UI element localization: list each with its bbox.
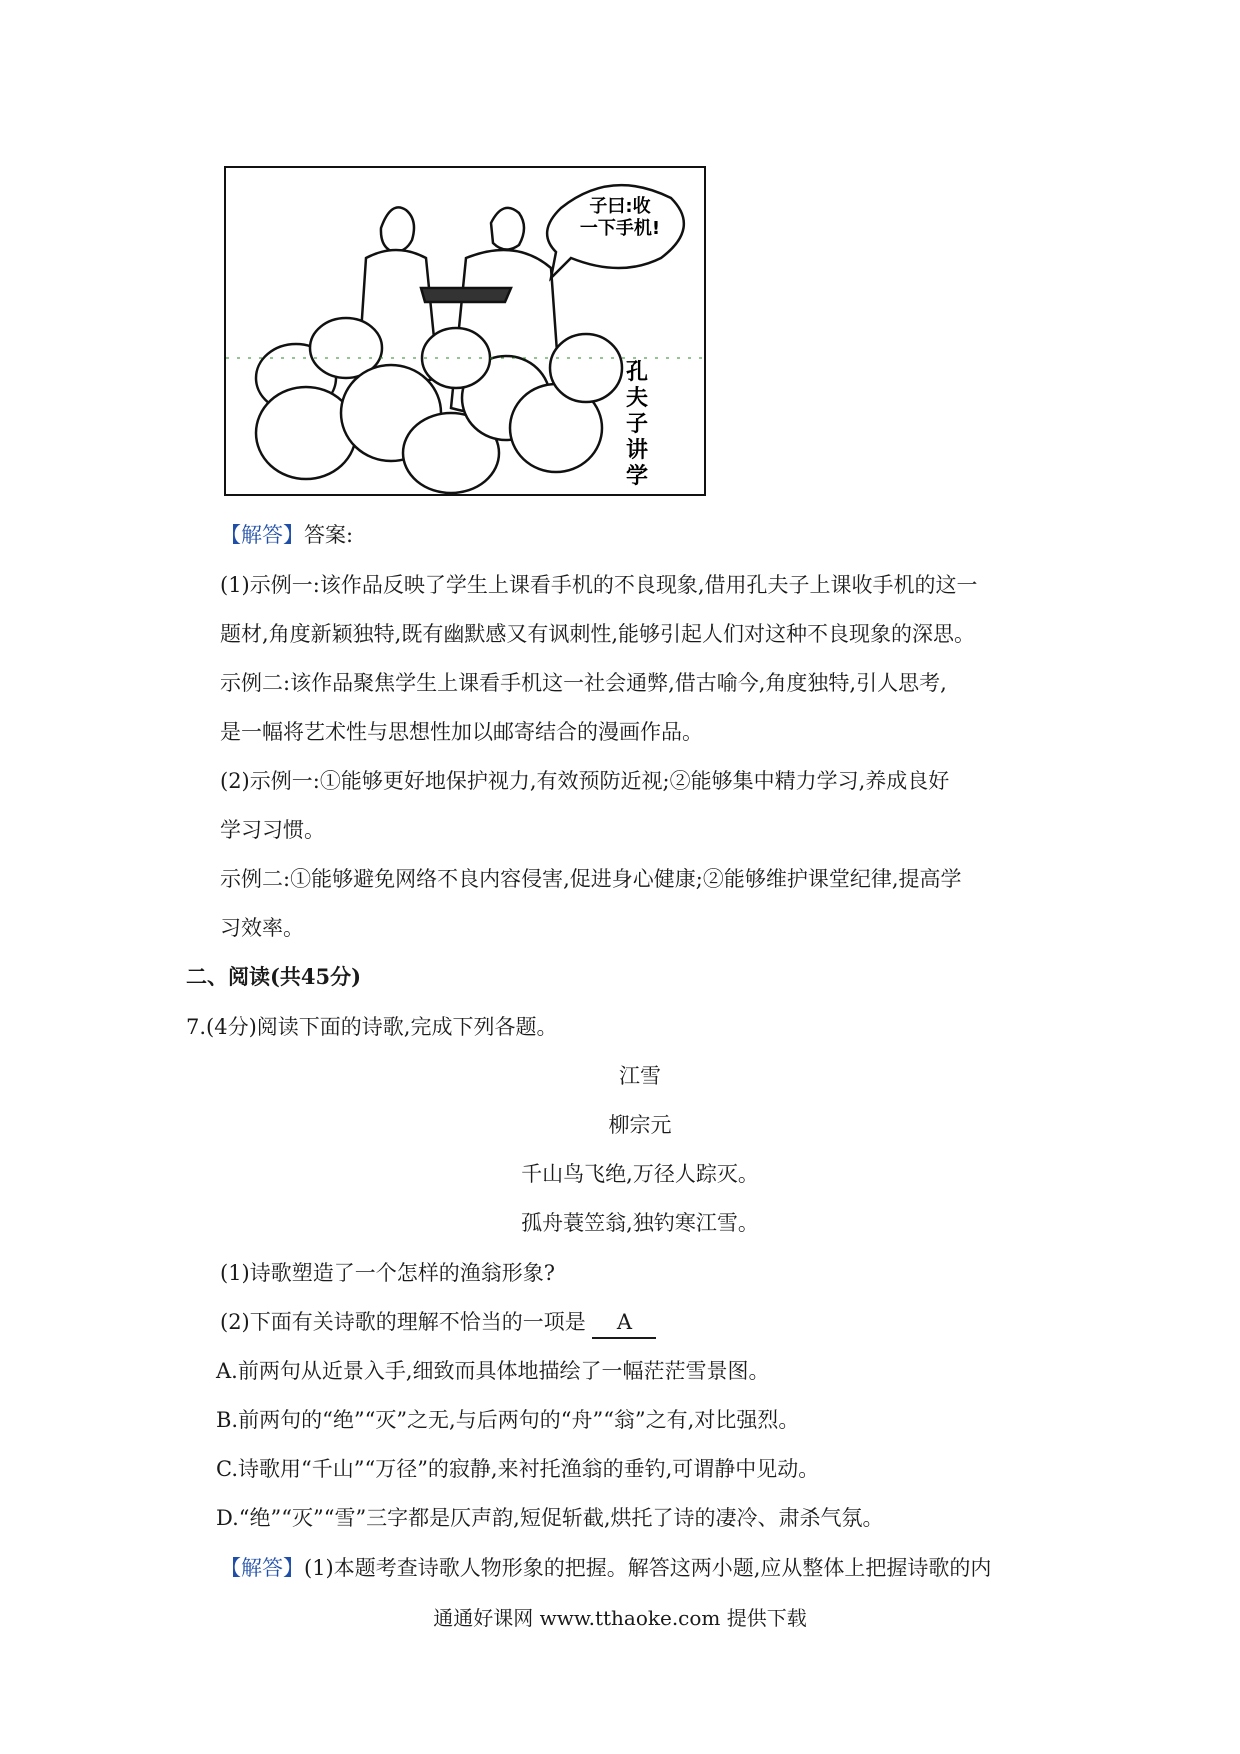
answer-line: 习效率。 bbox=[220, 916, 304, 940]
answer-line: 是一幅将艺术性与思想性加以邮寄结合的漫画作品。 bbox=[220, 720, 703, 744]
question-stem: 7.(4分)阅读下面的诗歌,完成下列各题。 bbox=[186, 1015, 558, 1039]
answer-tag: 【解答】 bbox=[220, 523, 304, 547]
answer-paragraph bbox=[220, 1553, 991, 1583]
poem-author: 柳宗元 bbox=[608, 1113, 672, 1137]
answer-label: 答案: bbox=[304, 523, 354, 547]
answer-line: 示例二:该作品聚焦学生上课看手机这一社会通弊,借古喻今,角度独特,引人思考, bbox=[220, 671, 947, 695]
cartoon-image bbox=[224, 166, 706, 496]
answer-line: 学习习惯。 bbox=[220, 818, 325, 842]
answer-line: 题材,角度新颖独特,既有幽默感又有讽刺性,能够引起人们对这种不良现象的深思。 bbox=[220, 622, 976, 646]
speech-bubble-line1: 子曰:收 bbox=[589, 196, 651, 217]
cartoon-caption: 孔夫子讲学 bbox=[625, 360, 648, 489]
sub-question-2 bbox=[220, 1307, 656, 1339]
answer-line: (2)示例一:①能够更好地保护视力,有效预防近视;②能够集中精力学习,养成良好 bbox=[220, 769, 950, 793]
answer-text: (1)本题考查诗歌人物形象的把握。解答这两小题,应从整体上把握诗歌的内 bbox=[304, 1556, 992, 1580]
speech-bubble-line2: 一下手机! bbox=[579, 218, 661, 239]
answer-blank: A bbox=[592, 1307, 656, 1339]
page-footer: 通通好课网 www.tthaoke.com 提供下载 bbox=[433, 1606, 807, 1630]
section-heading: 二、阅读(共45分) bbox=[186, 964, 362, 989]
poem-line: 千山鸟飞绝,万径人踪灭。 bbox=[521, 1162, 759, 1186]
poem-line: 孤舟蓑笠翁,独钓寒江雪。 bbox=[521, 1211, 759, 1235]
answer-line: 示例二:①能够避免网络不良内容侵害,促进身心健康;②能够维护课堂纪律,提高学 bbox=[220, 867, 962, 891]
answer-heading bbox=[220, 520, 353, 550]
sub-question-2-text: (2)下面有关诗歌的理解不恰当的一项是 bbox=[220, 1310, 586, 1334]
option-d: D.“绝”“灭”“雪”三字都是仄声韵,短促斩截,烘托了诗的凄冷、肃杀气氛。 bbox=[216, 1506, 884, 1530]
option-c: C.诗歌用“千山”“万径”的寂静,来衬托渔翁的垂钓,可谓静中见动。 bbox=[216, 1457, 820, 1481]
answer-tag: 【解答】 bbox=[220, 1556, 304, 1580]
answer-line: (1)示例一:该作品反映了学生上课看手机的不良现象,借用孔夫子上课收手机的这一 bbox=[220, 573, 978, 597]
option-b: B.前两句的“绝”“灭”之无,与后两句的“舟”“翁”之有,对比强烈。 bbox=[216, 1408, 800, 1432]
speech-bubble-text bbox=[572, 196, 668, 240]
poem-title: 江雪 bbox=[619, 1064, 661, 1088]
option-a: A.前两句从近景入手,细致而具体地描绘了一幅茫茫雪景图。 bbox=[216, 1359, 770, 1383]
sub-question-1: (1)诗歌塑造了一个怎样的渔翁形象? bbox=[220, 1261, 556, 1285]
